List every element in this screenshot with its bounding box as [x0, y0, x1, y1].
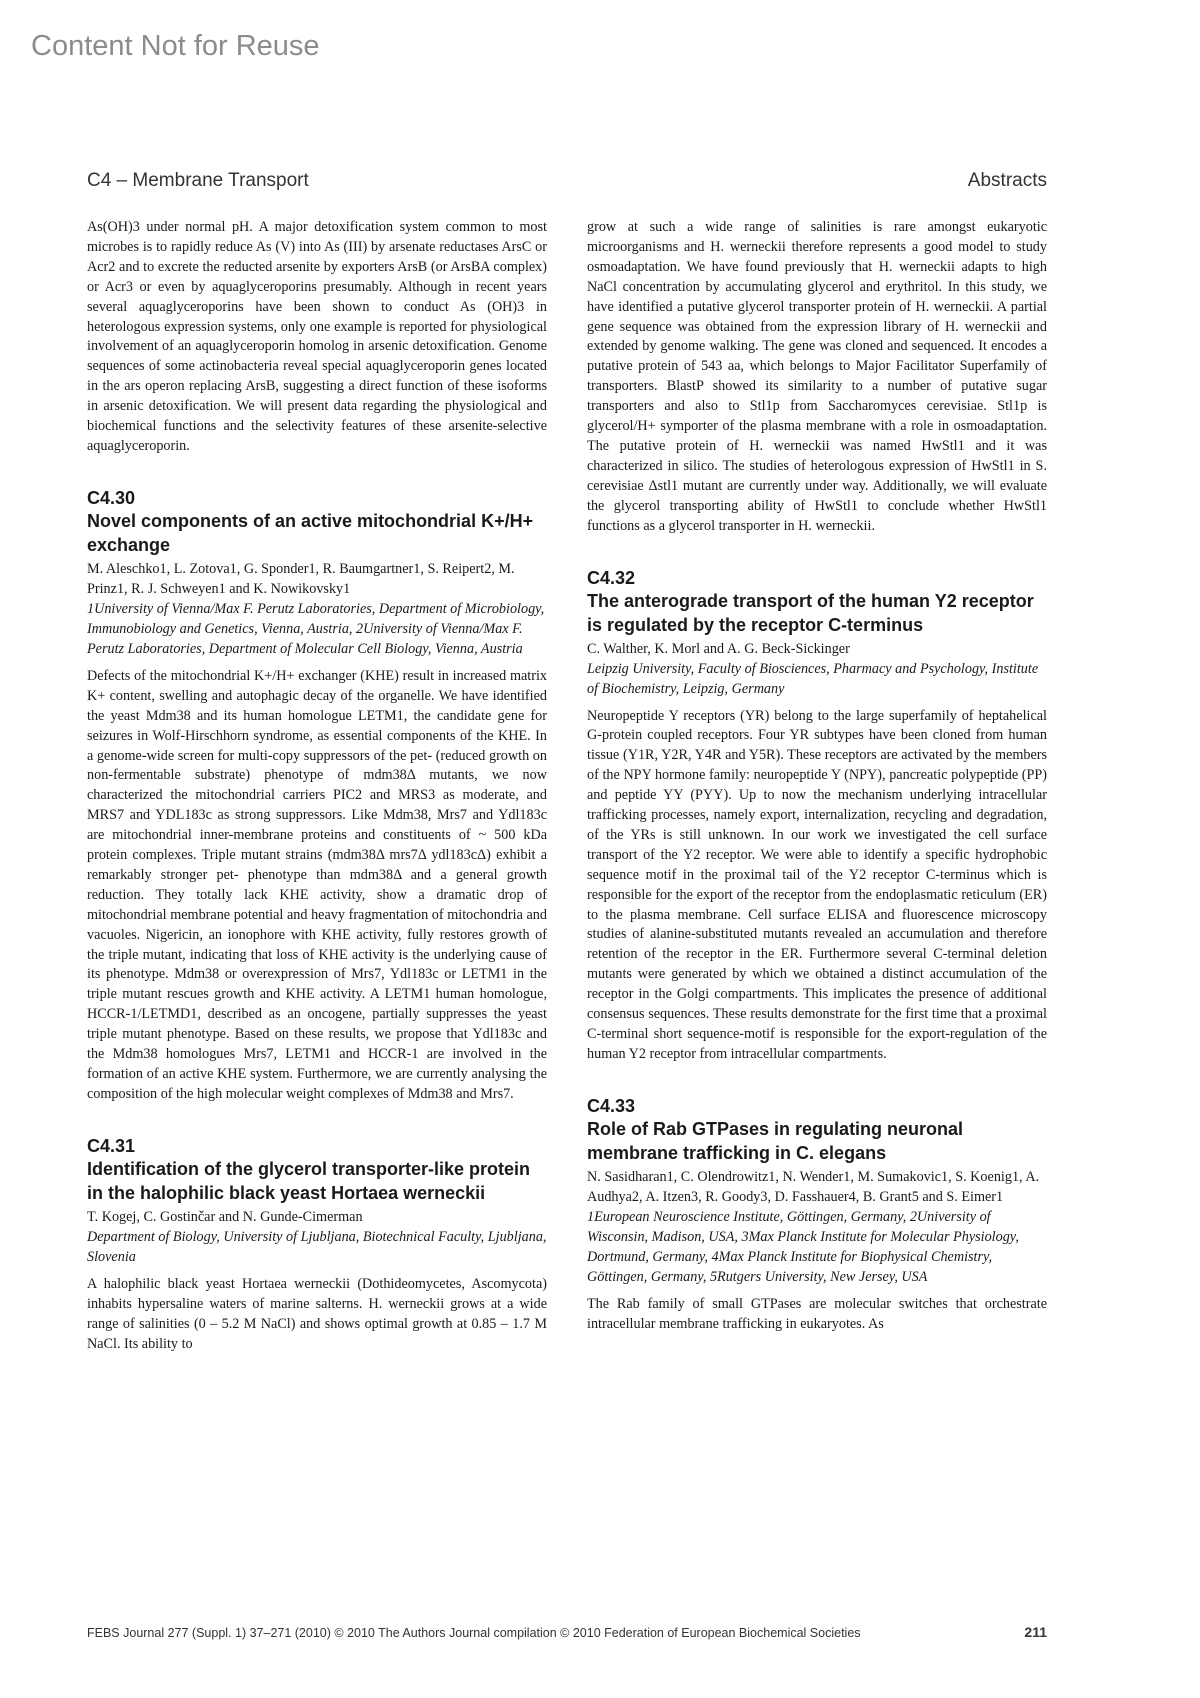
abstract-code: C4.33	[587, 1095, 636, 1116]
abstract-c430	[87, 487, 547, 1105]
abstract-title: Role of Rab GTPases in regulating neuronal membrane trafficking in C. elegans	[587, 1118, 964, 1163]
abstract-code: C4.31	[87, 1135, 136, 1156]
footer-citation: FEBS Journal 277 (Suppl. 1) 37–271 (2010) © 2010 The Authors Journal compilation © 2010 Federation of European Biochemical Societies	[87, 1626, 861, 1640]
abstract-title: Novel components of an active mitochondrial K+/H+ exchange	[87, 510, 534, 555]
abstract-c432	[587, 567, 1047, 1065]
abstract-authors: T. Kogej, C. Gostinčar and N. Gunde-Cimerman	[87, 1208, 363, 1225]
abstract-body: Defects of the mitochondrial K+/H+ exchanger (KHE) result in increased matrix K+ content, swelling and autophagic decay of the organelle. We have identified the yeast Mdm38 and its human homologue LETM1, the candidate gene for seizures in Wolf-Hirschhorn syndrome, as essential components of the KHE. In a genome-wide screen for multi-copy suppressors of the pet- (reduced growth on non-fermentable substrate) phenotype of mdm38Δ mutants, we now characterized the mitochondrial carriers PIC2 and MRS3 as moderate, and MRS7 and YDL183c as strong suppressors. Like Mdm38, Mrs7 and Ydl183c are mitochondrial inner-membrane proteins and constituents of ~ 500 kDa protein complexes. Triple mutant strains (mdm38Δ mrs7Δ ydl183cΔ) exhibit a remarkably stronger pet- phenotype than mdm38Δ and a general growth reduction. They totally lack KHE activity, show a dramatic drop of mitochondrial membrane potential and heavy fragmentation of mitochondria and vacuoles. Nigericin, an ionophore with KHE activity, fully restores growth of the triple mutant, indicating that loss of KHE activity is the underlying cause of its phenotype. Mdm38 or overexpression of Mrs7, Ydl183c or LETM1 in the triple mutant rescues growth and KHE activity. A LETM1 human homologue, HCCR-1/LETMD1, described as an oncogene, partially suppresses the yeast triple mutant phenotype. Based on these results, we propose that Ydl183c and the Mdm38 homologues Mrs7, LETM1 and HCCR-1 are involved in the formation of an active KHE system. Furthermore, we are currently analysing the composition of the high molecular weight complexes of Mdm38 and Mrs7.	[87, 667, 547, 1102]
abstract-code: C4.30	[87, 487, 136, 508]
abstract-title: The anterograde transport of the human Y2 receptor is regulated by the receptor C-terminus	[587, 590, 1034, 635]
abstract-affiliations: Department of Biology, University of Ljubljana, Biotechnical Faculty, Ljubljana, Slovenia	[87, 1228, 547, 1265]
abstract-authors: C. Walther, K. Morl and A. G. Beck-Sickinger	[587, 640, 850, 657]
intro-text: As(OH)3 under normal pH. A major detoxification system common to most microbes is to rapidly reduce As (V) into As (III) by arsenate reductases ArsC or Acr2 and to excrete the reducted arsenite by exporters ArsB (or ArsBA complex) or Acr3 or even by aquaglyceroporins presumably. Although in recent years several aquaglyceroporins have been shown to conduct As (OH)3 in heterologous expression systems, only one example is reported for physiological involvement of an aquaglyceroporin homolog in arsenic detoxification. Genome sequences of some actinobacteria reveal special aquaglyceroporin genes located in the ars operon replacing ArsB, suggesting a direct function of these isoforms in arsenic detoxification. We will present data regarding the physiological and biochemical functions and the selectivity features of these arsenite-selective aquaglyceroporin.	[87, 219, 547, 454]
abstract-c431	[87, 1135, 547, 1355]
abstract-authors: N. Sasidharan1, C. Olendrowitz1, N. Wender1, M. Sumakovic1, S. Koenig1, A. Audhya2, A. Itzen3, R. Goody3, D. Fasshauer4, B. Grant5 and S. Eimer1	[587, 1168, 1040, 1205]
abstract-affiliations: 1European Neuroscience Institute, Göttingen, Germany, 2University of Wisconsin, Madison, USA, 3Max Planck Institute for Molecular Physiology, Dortmund, Germany, 4Max Planck Institute for Biophysical Chemistry, Göttingen, Germany, 5Rutgers University, New Jersey, USA	[587, 1208, 1019, 1285]
running-header-section: C4 – Membrane Transport	[87, 170, 309, 191]
abstract-affiliations: Leipzig University, Faculty of Biosciences, Pharmacy and Psychology, Institute of Biochemistry, Leipzig, Germany	[587, 660, 1039, 697]
abstract-title: Identification of the glycerol transporter-like protein in the halophilic black yeast Hortaea werneckii	[87, 1158, 531, 1203]
left-column	[87, 218, 547, 1354]
watermark: Content Not for Reuse	[31, 30, 320, 62]
abstract-body-continued: grow at such a wide range of salinities is rare amongst eukaryotic microorganisms and H. werneckii therefore represents a good model to study osmoadaptation. We have found previously that H. werneckii adapts to high NaCl concentration by accumulating glycerol and erythritol. In this study, we have identified a putative glycerol transporter protein of H. werneckii. A partial gene sequence was obtained from the expression library of H. werneckii and extended by genome walking. The gene was cloned and sequenced. It encodes a putative protein of 543 aa, which belongs to Major Facilitator Superfamily of transporters. BlastP showed its similarity to a number of putative sugar transporters and also to Stl1p from Saccharomyces cerevisiae. Stl1p is glycerol/H+ symporter of the plasma membrane with a role in osmoadaptation. The putative protein of H. werneckii was named HwStl1 and it was characterized in silico. The studies of heterologous expression of HwStl1 in S. cerevisiae Δstl1 mutant are currently under way. Additionally, we will evaluate the glycerol transporting ability of HwStl1 to conclude whether HwStl1 functions as a glycerol transporter in H. werneckii.	[587, 219, 1047, 534]
page-number: 211	[1024, 1624, 1047, 1640]
abstract-authors: M. Aleschko1, L. Zotova1, G. Sponder1, R. Baumgartner1, S. Reipert2, M. Prinz1, R. J. Schweyen1 and K. Nowikovsky1	[87, 560, 515, 597]
abstract-body: The Rab family of small GTPases are molecular switches that orchestrate intracellular membrane trafficking in eukaryotes. As	[587, 1295, 1047, 1332]
right-column	[587, 218, 1047, 1335]
abstract-body: A halophilic black yeast Hortaea werneckii (Dothideomycetes, Ascomycota) inhabits hypersaline waters of marine salterns. H. werneckii grows at a wide range of salinities (0 – 5.2 M NaCl) and shows optimal growth at 0.85 – 1.7 M NaCl. Its ability to	[87, 1275, 547, 1352]
abstract-c433	[587, 1095, 1047, 1335]
abstract-affiliations: 1University of Vienna/Max F. Perutz Laboratories, Department of Microbiology, Immunobiology and Genetics, Vienna, Austria, 2University of Vienna/Max F. Perutz Laboratories, Department of Molecular Cell Biology, Vienna, Austria	[87, 600, 545, 657]
abstract-code: C4.32	[587, 567, 636, 588]
abstract-body: Neuropeptide Y receptors (YR) belong to the large superfamily of heptahelical G-protein coupled receptors. Four YR subtypes have been cloned from human tissue (Y1R, Y2R, Y4R and Y5R). These receptors are activated by the members of the NPY hormone family: neuropeptide Y (NPY), pancreatic polypeptide (PP) and peptide YY (PYY). Up to now the mechanism underlying intracellular trafficking processes, namely export, internalization, recycling and degradation, of the YRs is still unknown. In our work we investigated the cell surface transport of the Y2 receptor. We were able to identify a specific hydrophobic sequence motif in the proximal tail of the Y2 receptor C-terminus which is responsible for the export of the receptor from the endoplasmatic reticulum (ER) to the plasma membrane. Cell surface ELISA and fluorescence microscopy studies of alanine-substituted mutants revealed an accumulation and therefore retention of the receptor in the ER. Furthermore several C-terminal deletion mutants were generated by which we obtained a distinct accumulation of the receptor in the Golgi compartments. This implicates the presence of additional consensus sequences. These results demonstrate for the first time that a proximal C-terminal short sequence-motif is responsible for the export-regulation of the human Y2 receptor from intracellular compartments.	[587, 707, 1047, 1062]
running-header-category: Abstracts	[967, 170, 1047, 191]
